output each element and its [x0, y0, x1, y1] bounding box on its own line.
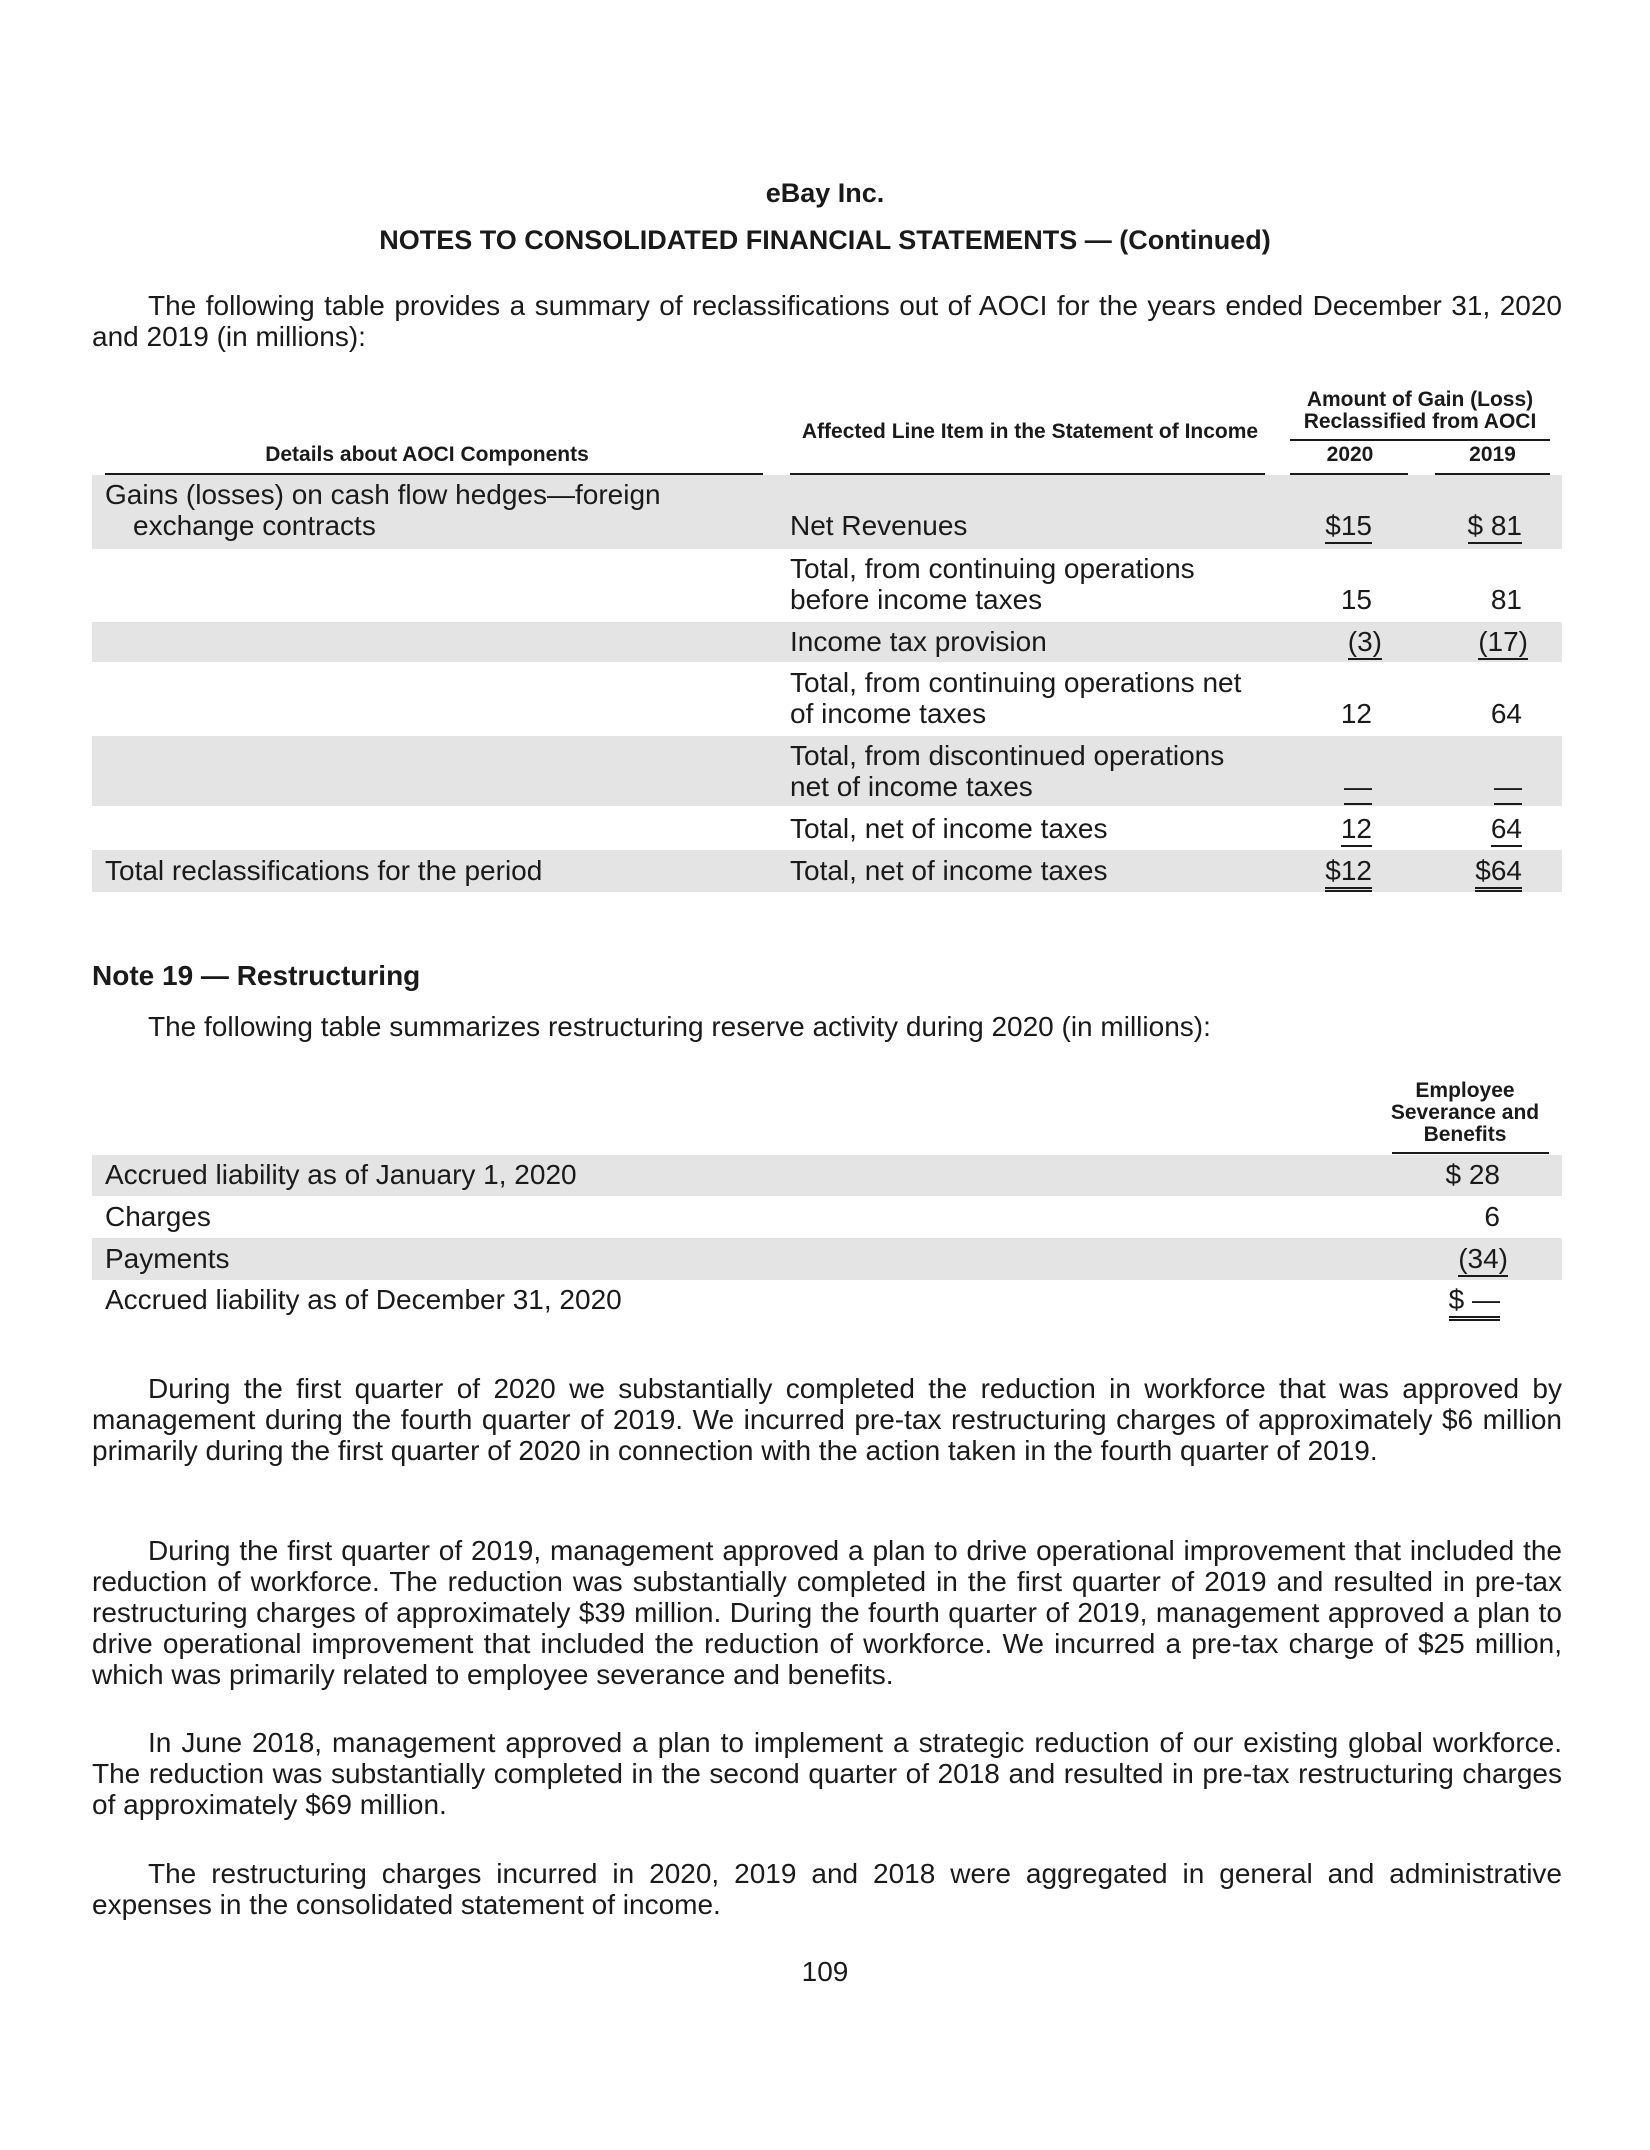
- aoci-row-2019: 81: [1490, 584, 1522, 615]
- aoci-value: (3): [1348, 626, 1382, 660]
- restructuring-paragraph-2: During the first quarter of 2019, management approved a plan to drive operational improvement that included the reduction of workforce. The reduction was substantially completed in the first quarter of 2019 and resulted in pre-tax restructuring charges of approximately $39 million. During the fourth quarter of 2019, management approved a plan to drive operational improvement that included the reduction of workforce. We incurred a pre-tax charge of $25 million, which was primarily related to employee severance and benefits.: [92, 1535, 1562, 1690]
- aoci-row-item: Total, from continuing operations before income taxes: [790, 553, 1195, 615]
- aoci-row-detail: [105, 479, 725, 541]
- restructuring-paragraph-1: During the first quarter of 2020 we substantially completed the reduction in workforce that was approved by management during the fourth quarter of 2019. We incurred pre-tax restructuring charges of approximately $6 million primarily during the first quarter of 2020 in connection with the action taken in the fourth quarter of 2019.: [92, 1373, 1562, 1466]
- aoci-row-2020: [1300, 855, 1372, 886]
- aoci-row-2020: [1300, 510, 1372, 541]
- restructuring-row-value: [1420, 1243, 1508, 1274]
- aoci-row-2020: [1300, 813, 1372, 844]
- restructuring-row-label: Accrued liability as of January 1, 2020: [105, 1159, 577, 1190]
- aoci-row-2019: [1440, 626, 1528, 657]
- aoci-row-2019: [1440, 813, 1522, 844]
- restructuring-row-value: $ 28: [1445, 1159, 1500, 1190]
- aoci-row-2019: [1440, 771, 1522, 802]
- aoci-row-2020: [1300, 626, 1382, 657]
- restructuring-col-header: Employee Severance and Benefits: [1390, 1079, 1540, 1146]
- aoci-row-2019: [1440, 855, 1522, 886]
- aoci-value: —: [1494, 771, 1522, 805]
- aoci-row-2020: 12: [1340, 698, 1372, 729]
- restructuring-row-value: [1420, 1284, 1500, 1315]
- aoci-row-2020: 15: [1340, 584, 1372, 615]
- aoci-row-item: Income tax provision: [790, 626, 1047, 657]
- aoci-intro: The following table provides a summary of reclassifications out of AOCI for the years ended December 31, 2020 and 2019 (in millions):: [92, 290, 1562, 352]
- aoci-value: 12: [1341, 813, 1372, 847]
- restructuring-paragraph-4: The restructuring charges incurred in 2020, 2019 and 2018 were aggregated in general and administrative expenses in the consolidated statement of income.: [92, 1858, 1562, 1920]
- aoci-col-2019: 2019: [1469, 443, 1516, 466]
- restructuring-row-label: Payments: [105, 1243, 230, 1274]
- aoci-row-2019: [1440, 510, 1522, 541]
- aoci-row-item: Total, from continuing operations net of income taxes: [790, 667, 1242, 729]
- aoci-col-amount: Amount of Gain (Loss) Reclassified from AOCI: [1303, 388, 1537, 433]
- restructuring-col-rule: [1392, 1152, 1549, 1154]
- aoci-row-detail: Total reclassifications for the period: [105, 855, 543, 886]
- aoci-row-2019: 64: [1490, 698, 1522, 729]
- aoci-rule-amount: [1290, 439, 1550, 441]
- aoci-row-item: Total, from discontinued operations net of income taxes: [790, 740, 1225, 802]
- aoci-row-detail-text: Gains (losses) on cash flow hedges—foreign exchange contracts: [105, 479, 661, 541]
- aoci-value: $15: [1325, 510, 1372, 544]
- aoci-value: $12: [1325, 855, 1372, 892]
- aoci-value: (17): [1478, 626, 1528, 660]
- restructuring-paragraph-3: In June 2018, management approved a plan to implement a strategic reduction of our existing global workforce. The reduction was substantially completed in the second quarter of 2018 and resulted in pre-tax restructuring charges of approximately $69 million.: [92, 1727, 1562, 1820]
- page-number: 109: [801, 1956, 849, 1987]
- company-name: eBay Inc.: [765, 178, 885, 208]
- note-19-title: Note 19 — Restructuring: [92, 960, 421, 991]
- restructuring-intro: The following table summarizes restructuring reserve activity during 2020 (in millions):: [148, 1011, 1211, 1042]
- aoci-col-details: Details about AOCI Components: [265, 443, 589, 466]
- restructuring-value: $ —: [1449, 1284, 1500, 1321]
- page-subtitle: NOTES TO CONSOLIDATED FINANCIAL STATEMENTS — (Continued): [379, 225, 1271, 255]
- restructuring-row-label: Accrued liability as of December 31, 2020: [105, 1284, 622, 1315]
- aoci-value: —: [1344, 771, 1372, 805]
- aoci-value: 64: [1491, 813, 1522, 847]
- restructuring-row-label: Charges: [105, 1201, 211, 1232]
- aoci-row-2020: [1300, 771, 1372, 802]
- restructuring-value: (34): [1458, 1243, 1508, 1277]
- aoci-col-2020: 2020: [1326, 443, 1374, 466]
- aoci-value: $ 81: [1468, 510, 1523, 544]
- aoci-col-line-item: Affected Line Item in the Statement of Income: [801, 420, 1259, 443]
- restructuring-row-value: 6: [1484, 1201, 1500, 1232]
- aoci-row-item: Total, net of income taxes: [790, 855, 1108, 886]
- aoci-value: $64: [1475, 855, 1522, 892]
- aoci-row-item: Net Revenues: [790, 510, 968, 541]
- aoci-row-item: Total, net of income taxes: [790, 813, 1108, 844]
